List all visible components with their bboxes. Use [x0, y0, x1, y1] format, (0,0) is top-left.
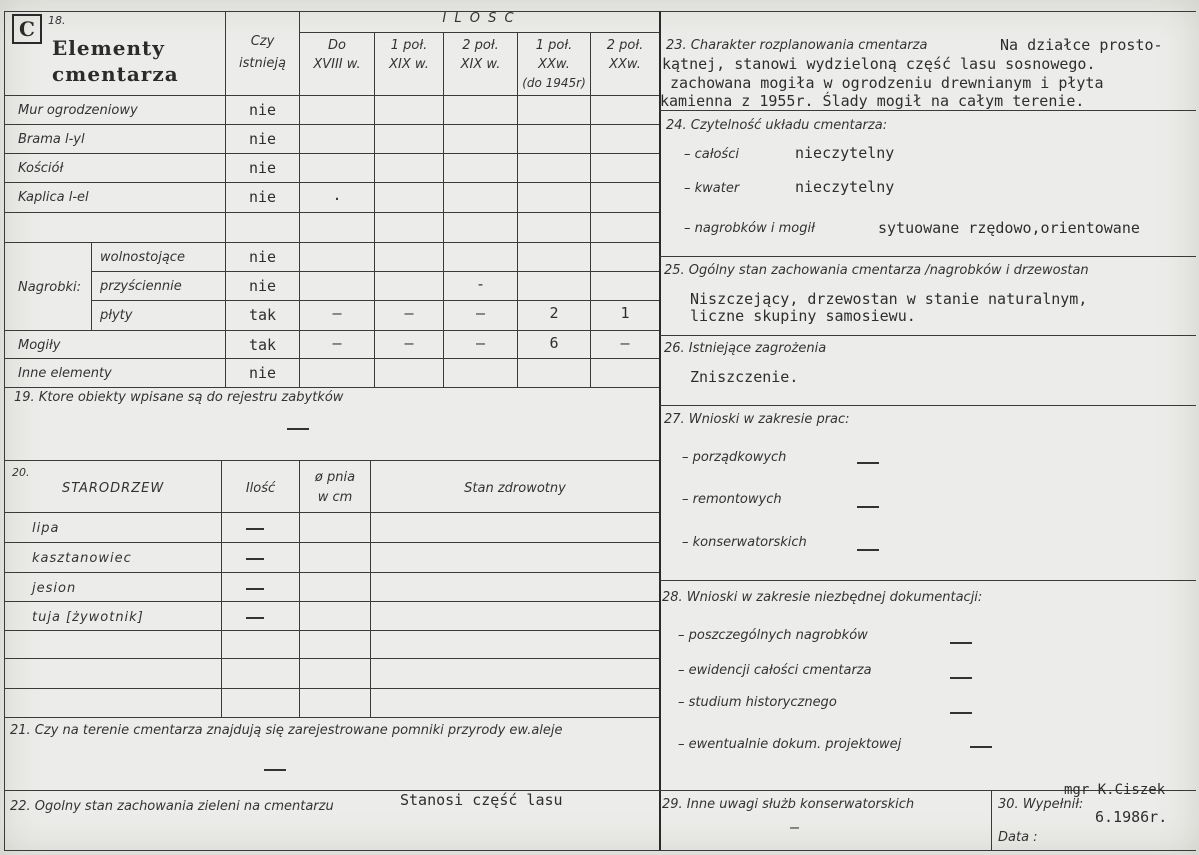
- tree-name: tuja [żywotnik]: [32, 610, 144, 625]
- element-quantity: –: [332, 334, 342, 352]
- s24-nagrobkow-value: sytuowane rzędowo,orientowane: [878, 219, 1140, 237]
- s28-dash-3: [950, 712, 972, 714]
- element-quantity: –: [475, 334, 486, 352]
- s23-value-2: kątnej, stanowi wydzieloną część lasu sosnowego.: [662, 55, 1096, 73]
- s28-dash-4: [970, 746, 992, 748]
- element-label: Inne elementy: [18, 366, 112, 381]
- s28-label: 28. Wnioski w zakresie niezbędnej dokumentacji:: [662, 590, 983, 605]
- s25-value-2: liczne skupiny samosiewu.: [690, 307, 916, 325]
- s20-col-starodrzew: STARODRZEW: [62, 481, 165, 496]
- ilosc-label: I L O S C: [442, 11, 516, 26]
- period-header-4-l2: XXw.: [538, 57, 570, 72]
- line: [4, 630, 659, 631]
- s28-item-1: – poszczególnych nagrobków: [678, 628, 868, 643]
- element-exists: tak: [248, 336, 277, 354]
- tree-name: jesion: [32, 581, 77, 596]
- s27-item-2: – remontowych: [682, 492, 782, 507]
- line: [4, 153, 659, 154]
- s24-nagrobkow-label: – nagrobków i mogił: [684, 221, 815, 236]
- s28-item-3: – studium historycznego: [678, 695, 837, 710]
- s19-dash: [287, 428, 309, 430]
- s20-num: 20.: [12, 466, 30, 479]
- s26-value: Zniszczenie.: [690, 368, 799, 386]
- czy-label-1: Czy: [250, 34, 275, 49]
- s27-item-3: – konserwatorskich: [682, 535, 807, 550]
- s20-col-pnia-2: w cm: [317, 490, 353, 505]
- element-label: Kościół: [18, 161, 64, 176]
- line: [659, 405, 1196, 406]
- s21-label: 21. Czy na terenie cmentarza znajdują się zarejestrowane pomniki przyrody ew.aleje: [10, 723, 563, 738]
- line: [91, 242, 92, 330]
- line: [659, 580, 1196, 581]
- line: [4, 387, 659, 388]
- period-header-5-l1: 2 poł.: [606, 38, 644, 53]
- frame-bottom: [4, 850, 1196, 851]
- line: [221, 460, 222, 717]
- line: [991, 790, 992, 851]
- s30-signer: mgr K.Ciszek: [1064, 782, 1166, 798]
- czy-label-2: istnieją: [239, 56, 286, 71]
- element-quantity: –: [404, 334, 414, 352]
- s23-value-3: zachowana mogiła w ogrodzeniu drewnianym i płyta: [670, 74, 1104, 92]
- s24-kwater-value: nieczytelny: [795, 178, 895, 196]
- period-header-5-l2: XXw.: [609, 57, 641, 72]
- period-header-1-l2: XVIII w.: [313, 57, 361, 72]
- s28-item-4: – ewentualnie dokum. projektowej: [678, 737, 902, 752]
- element-label: wolnostojące: [100, 250, 185, 265]
- s24-calosci-value: nieczytelny: [795, 144, 895, 162]
- line: [370, 460, 371, 717]
- s26-label: 26. Istniejące zagrożenia: [664, 341, 827, 356]
- s24-calosci-label: – całości: [684, 147, 739, 162]
- line: [91, 300, 659, 301]
- element-quantity: –: [404, 304, 414, 322]
- line: [4, 688, 659, 689]
- line: [4, 358, 659, 359]
- s28-dash-1: [950, 642, 972, 644]
- s23-value-4: kamienna z 1955r. Ślady mogił na całym terenie.: [660, 92, 1085, 110]
- element-exists: nie: [248, 159, 277, 177]
- s20-col-stan: Stan zdrowotny: [464, 481, 566, 496]
- s24-kwater-label: – kwater: [684, 181, 740, 196]
- element-exists: nie: [248, 248, 277, 266]
- s30-label: 30. Wypełnił:: [998, 797, 1084, 812]
- s20-col-ilosc: Ilość: [245, 481, 276, 496]
- s22-label: 22. Ogolny stan zachowania zieleni na cmentarzu: [10, 799, 334, 814]
- section-number: 18.: [48, 14, 66, 27]
- period-header-3-l2: XIX w.: [460, 57, 501, 72]
- line: [4, 512, 659, 513]
- line: [91, 271, 659, 272]
- title-line1: Elementy: [52, 36, 165, 60]
- line: [4, 330, 659, 331]
- line: [4, 460, 659, 461]
- s30-data-label: Data :: [998, 830, 1038, 845]
- s23-label: 23. Charakter rozplanowania cmentarza: [666, 38, 928, 53]
- element-label: Brama l-yl: [18, 132, 85, 147]
- line: [4, 242, 659, 243]
- line: [4, 658, 659, 659]
- tree-name: kasztanowiec: [32, 551, 132, 566]
- s25-label: 25. Ogólny stan zachowania cmentarza /nagrobków i drzewostan: [664, 263, 1089, 278]
- s24-label: 24. Czytelność układu cmentarza:: [666, 118, 888, 133]
- s28-item-2: – ewidencji całości cmentarza: [678, 663, 872, 678]
- s28-dash-2: [950, 677, 972, 679]
- tree-name: lipa: [32, 521, 60, 536]
- line: [299, 32, 659, 33]
- line: [4, 95, 659, 96]
- element-quantity: 6: [549, 334, 559, 352]
- line: [659, 335, 1196, 336]
- element-exists: nie: [248, 188, 277, 206]
- s29-label: 29. Inne uwagi służb konserwatorskich: [662, 797, 915, 812]
- line: [4, 717, 659, 718]
- element-quantity: –: [475, 304, 486, 322]
- line: [4, 572, 659, 573]
- element-exists: nie: [248, 277, 277, 295]
- line: [4, 212, 659, 213]
- period-header-3-l1: 2 poł.: [462, 38, 499, 53]
- s27-label: 27. Wnioski w zakresie prac:: [664, 412, 850, 427]
- s21-dash: [264, 769, 286, 771]
- s27-dash-2: [857, 506, 879, 508]
- s20-col-pnia-1: ø pnia: [314, 470, 356, 485]
- element-label: przyściennie: [100, 279, 182, 294]
- tree-count-dash: [246, 528, 264, 530]
- tree-count-dash: [246, 558, 264, 560]
- element-label: Kaplica l-el: [18, 190, 89, 205]
- element-quantity: -: [475, 275, 486, 293]
- element-quantity: –: [620, 334, 630, 352]
- s29-value: –: [790, 818, 800, 836]
- s22-value: Stanosi część lasu: [400, 791, 563, 809]
- tree-count-dash: [246, 588, 264, 590]
- element-exists: tak: [248, 306, 277, 324]
- line: [659, 256, 1196, 257]
- element-label: Mur ogrodzeniowy: [18, 103, 138, 118]
- frame-left: [4, 11, 5, 851]
- element-exists: nie: [248, 364, 277, 382]
- element-label: płyty: [100, 308, 133, 323]
- center-divider: [659, 11, 661, 851]
- title-line2: cmentarza: [52, 62, 179, 86]
- line: [4, 542, 659, 543]
- line: [4, 601, 659, 602]
- s25-value-1: Niszczejący, drzewostan w stanie naturalnym,: [690, 290, 1088, 308]
- s27-item-1: – porządkowych: [682, 450, 787, 465]
- section-letter-box: C: [12, 14, 42, 44]
- s19-label: 19. Ktore obiekty wpisane są do rejestru zabytków: [14, 390, 344, 405]
- period-header-4-l1: 1 poł.: [535, 38, 573, 53]
- period-header-2-l2: XIX w.: [389, 57, 429, 72]
- element-quantity: 1: [620, 304, 630, 322]
- period-header-1-l1: Do: [328, 38, 346, 53]
- s30-date: 6.1986r.: [1095, 808, 1168, 826]
- period-header-2-l1: 1 poł.: [390, 38, 428, 53]
- line: [659, 110, 1196, 111]
- element-exists: nie: [248, 130, 277, 148]
- nagrobki-label: Nagrobki:: [18, 280, 82, 295]
- s27-dash-3: [857, 549, 879, 551]
- line: [4, 182, 659, 183]
- element-quantity: –: [332, 304, 342, 322]
- tree-count-dash: [246, 617, 264, 619]
- period-header-4-l3: (do 1945r): [522, 76, 586, 90]
- s23-value-1: Na działce prosto-: [1000, 36, 1163, 54]
- element-label: Mogiły: [18, 338, 61, 353]
- element-quantity: .: [332, 186, 342, 204]
- s27-dash-1: [857, 462, 879, 464]
- element-exists: nie: [248, 101, 277, 119]
- line: [4, 124, 659, 125]
- element-quantity: 2: [549, 304, 559, 322]
